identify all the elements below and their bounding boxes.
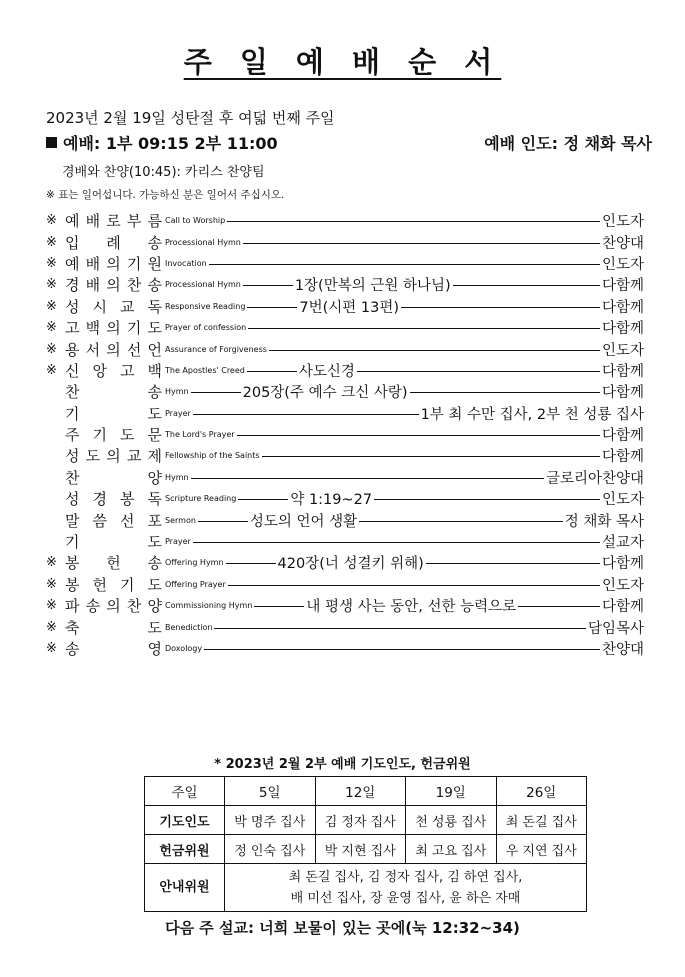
leader-dash	[226, 563, 276, 564]
leader-dash	[243, 285, 293, 286]
order-item-name: 기 도	[65, 533, 162, 552]
stand-mark: ※	[46, 619, 57, 635]
order-item-english: Responsive Reading	[165, 301, 246, 311]
usher-line: 최 돈길 집사, 김 정자 집사, 김 하연 집사,	[288, 869, 523, 885]
leader-dash	[198, 521, 248, 522]
order-item-name: 신 앙 고 백	[65, 361, 162, 380]
order-item-leader: 다함께	[601, 299, 644, 316]
order-item-name: 예 배 로 부 름	[65, 212, 162, 231]
order-item-english: Doxology	[165, 644, 203, 653]
order-item-name: 파 송 의 찬 양	[65, 597, 162, 616]
leader-dash	[426, 563, 600, 564]
leader-dash	[191, 478, 544, 479]
order-item-name: 고 백 의 기 도	[65, 319, 162, 338]
usher-line: 배 미선 집사, 장 윤영 집사, 윤 하은 자매	[290, 890, 521, 906]
leader-dash	[247, 307, 297, 308]
schedule-title: * 2023년 2월 2부 예배 기도인도, 헌금위원	[214, 757, 471, 772]
offering-row	[145, 835, 587, 864]
order-item	[46, 274, 644, 295]
order-item	[46, 424, 644, 445]
order-item-name: 찬 송	[65, 383, 162, 402]
order-item-english: The Lord's Prayer	[165, 430, 235, 440]
order-item	[46, 403, 644, 424]
schedule-header: 26일	[496, 777, 587, 806]
order-item-english: Commissioning Hymn	[165, 601, 253, 611]
order-item-name: 주 기 도 문	[65, 426, 162, 445]
order-item-leader: 정 채화 목사	[564, 513, 644, 530]
leader-dash	[247, 371, 297, 372]
prayer-leader-row	[145, 806, 587, 835]
next-sermon: 다음 주 설교: 너희 보물이 있는 곳에(눅 12:32~34)	[165, 919, 520, 937]
order-item-leader: 1부 최 수만 집사, 2부 천 성룡 집사	[420, 406, 644, 423]
schedule-header: 주일	[145, 777, 225, 806]
order-item-leader: 인도자	[601, 342, 644, 359]
leader-dash	[228, 585, 600, 586]
order-item-name: 성 경 봉 독	[65, 490, 162, 509]
leader-dash	[453, 285, 600, 286]
order-item-detail: 420장(너 성결키 위해)	[277, 556, 424, 573]
schedule-header: 19일	[406, 777, 497, 806]
order-item	[46, 574, 644, 595]
order-item	[46, 552, 644, 573]
order-item-leader: 인도자	[601, 577, 644, 594]
leader-dash	[269, 350, 600, 351]
order-item	[46, 381, 644, 402]
order-item-detail: 7번(시편 13편)	[299, 299, 400, 316]
order-item-english: Scripture Reading	[165, 494, 237, 504]
leader-dash	[238, 499, 288, 500]
order-item	[46, 488, 644, 509]
order-item-leader: 다함께	[601, 599, 644, 616]
schedule-cell: 김 정자 집사	[315, 806, 406, 835]
square-bullet-icon	[46, 137, 57, 148]
order-item	[46, 531, 644, 552]
order-item-leader: 찬양대	[601, 642, 644, 658]
order-item-name: 용 서 의 선 언	[65, 340, 162, 359]
order-item	[46, 360, 644, 381]
order-item-name: 찬 양	[65, 468, 162, 487]
order-item-english: Fellowship of the Saints	[165, 451, 260, 461]
offering-label: 헌금위원	[145, 835, 225, 864]
order-item	[46, 638, 644, 659]
order-item	[46, 509, 644, 530]
stand-mark: ※	[46, 298, 57, 314]
order-item-name: 성 도 의 교 제	[65, 447, 162, 466]
order-item-leader: 담임목사	[587, 620, 644, 637]
page-title: 주 일 예 배 순 서	[183, 45, 502, 79]
order-item-english: Benediction	[165, 622, 213, 632]
order-item-detail: 1장(만복의 근원 하나님)	[294, 278, 451, 295]
stand-mark: ※	[46, 255, 57, 271]
leader-dash	[193, 542, 600, 543]
order-item-leader: 찬양대	[601, 235, 644, 252]
order-item-name: 입 례 송	[65, 233, 162, 252]
leader-dash	[401, 307, 600, 308]
order-item-detail: 성도의 언어 생활	[249, 513, 358, 530]
leader-dash	[204, 649, 600, 650]
order-item-name: 봉 헌 송	[65, 554, 162, 573]
order-item	[46, 616, 644, 637]
schedule-cell: 천 성룡 집사	[406, 806, 497, 835]
order-item-english: Hymn	[165, 472, 189, 482]
service-times: 예배: 1부 09:15 2부 11:00	[46, 131, 278, 154]
usher-names	[225, 864, 587, 912]
praise-time: 경배와 찬양(10:45): 카리스 찬양팀	[62, 165, 265, 180]
schedule-header: 12일	[315, 777, 406, 806]
service-leader: 예배 인도: 정 채화 목사	[484, 134, 652, 153]
order-item	[46, 467, 644, 488]
order-item-english: Offering Hymn	[165, 558, 224, 568]
order-item-name: 축 도	[65, 618, 162, 637]
order-item-name: 경 배 의 찬 송	[65, 276, 162, 295]
prayer-leader-label: 기도인도	[145, 806, 225, 835]
order-item-english: Processional Hymn	[165, 280, 241, 290]
order-item-english: Prayer	[165, 408, 191, 418]
order-item-leader: 글로리아찬양대	[545, 470, 644, 487]
order-item-name: 성 시 교 독	[65, 297, 162, 316]
order-item-leader: 다함께	[601, 278, 644, 295]
order-item-leader: 인도자	[601, 214, 644, 231]
order-item-name: 송 영	[65, 640, 162, 658]
order-item-leader: 다함께	[601, 363, 644, 380]
leader-dash	[237, 435, 600, 436]
order-item-leader: 설교자	[601, 535, 644, 552]
leader-dash	[374, 499, 600, 500]
order-item-detail: 205장(주 예수 크신 사랑)	[242, 385, 408, 402]
stand-mark: ※	[46, 598, 57, 614]
order-item-english: Invocation	[165, 258, 207, 268]
order-item	[46, 445, 644, 466]
order-item-english: Assurance of Forgiveness	[165, 344, 267, 354]
usher-label: 안내위원	[145, 864, 225, 912]
order-item-name: 기 도	[65, 404, 162, 423]
order-item	[46, 253, 644, 274]
order-item-leader: 다함께	[601, 321, 644, 338]
order-item	[46, 296, 644, 317]
schedule-cell: 최 고요 집사	[406, 835, 497, 864]
leader-dash	[243, 243, 600, 244]
leader-dash	[254, 606, 304, 607]
order-item-english: Processional Hymn	[165, 237, 241, 247]
leader-dash	[410, 392, 600, 393]
leader-dash	[227, 221, 600, 222]
order-item	[46, 338, 644, 359]
schedule-cell: 박 지현 집사	[315, 835, 406, 864]
standing-note: ※ 표는 일어섭니다. 가능하신 분은 일어서 주십시오.	[46, 189, 285, 201]
schedule-header: 5일	[225, 777, 316, 806]
schedule-cell: 우 지연 집사	[496, 835, 587, 864]
order-item-english: Sermon	[165, 515, 196, 525]
order-item-english: Prayer of confession	[165, 323, 247, 333]
order-item	[46, 231, 644, 252]
order-item-english: The Apostles' Creed	[165, 365, 245, 375]
leader-dash	[518, 606, 600, 607]
order-item	[46, 210, 644, 231]
order-item-leader: 인도자	[601, 256, 644, 273]
stand-mark: ※	[46, 641, 57, 656]
order-item-leader: 다함께	[601, 556, 644, 573]
leader-dash	[357, 371, 600, 372]
worship-order-list	[46, 210, 644, 659]
order-item-name: 예 배 의 기 원	[65, 254, 162, 273]
schedule-cell: 박 명주 집사	[225, 806, 316, 835]
stand-mark: ※	[46, 341, 57, 357]
leader-dash	[209, 264, 600, 265]
order-item-leader: 다함께	[601, 428, 644, 445]
stand-mark: ※	[46, 213, 57, 229]
schedule-header-row	[145, 777, 587, 806]
leader-dash	[193, 414, 419, 415]
schedule-table	[144, 776, 587, 912]
stand-mark: ※	[46, 277, 57, 293]
order-item-leader: 다함께	[601, 385, 644, 402]
stand-mark: ※	[46, 555, 57, 571]
order-item-detail: 내 평생 사는 동안, 선한 능력으로	[306, 599, 517, 616]
order-item	[46, 317, 644, 338]
leader-dash	[214, 628, 586, 629]
leader-dash	[248, 328, 600, 329]
leader-dash	[262, 456, 600, 457]
stand-mark: ※	[46, 576, 57, 592]
stand-mark: ※	[46, 234, 57, 250]
order-item-english: Prayer	[165, 537, 191, 547]
service-date: 2023년 2월 19일 성탄절 후 여덟 번째 주일	[46, 109, 335, 127]
leader-dash	[359, 521, 563, 522]
order-item-english: Offering Prayer	[165, 579, 226, 589]
order-item-leader: 인도자	[601, 492, 644, 509]
order-item-english: Hymn	[165, 387, 189, 397]
schedule-cell: 최 돈길 집사	[496, 806, 587, 835]
stand-mark: ※	[46, 362, 57, 378]
order-item-name: 말 씀 선 포	[65, 511, 162, 530]
schedule-cell: 정 인숙 집사	[225, 835, 316, 864]
stand-mark: ※	[46, 320, 57, 336]
leader-dash	[191, 392, 241, 393]
order-item-leader: 다함께	[601, 449, 644, 466]
usher-row	[145, 864, 587, 912]
order-item	[46, 595, 644, 616]
order-item-name: 봉 헌 기 도	[65, 575, 162, 594]
order-item-english: Call to Worship	[165, 216, 226, 226]
order-item-detail: 사도신경	[298, 363, 355, 380]
order-item-detail: 약 1:19~27	[290, 492, 373, 509]
